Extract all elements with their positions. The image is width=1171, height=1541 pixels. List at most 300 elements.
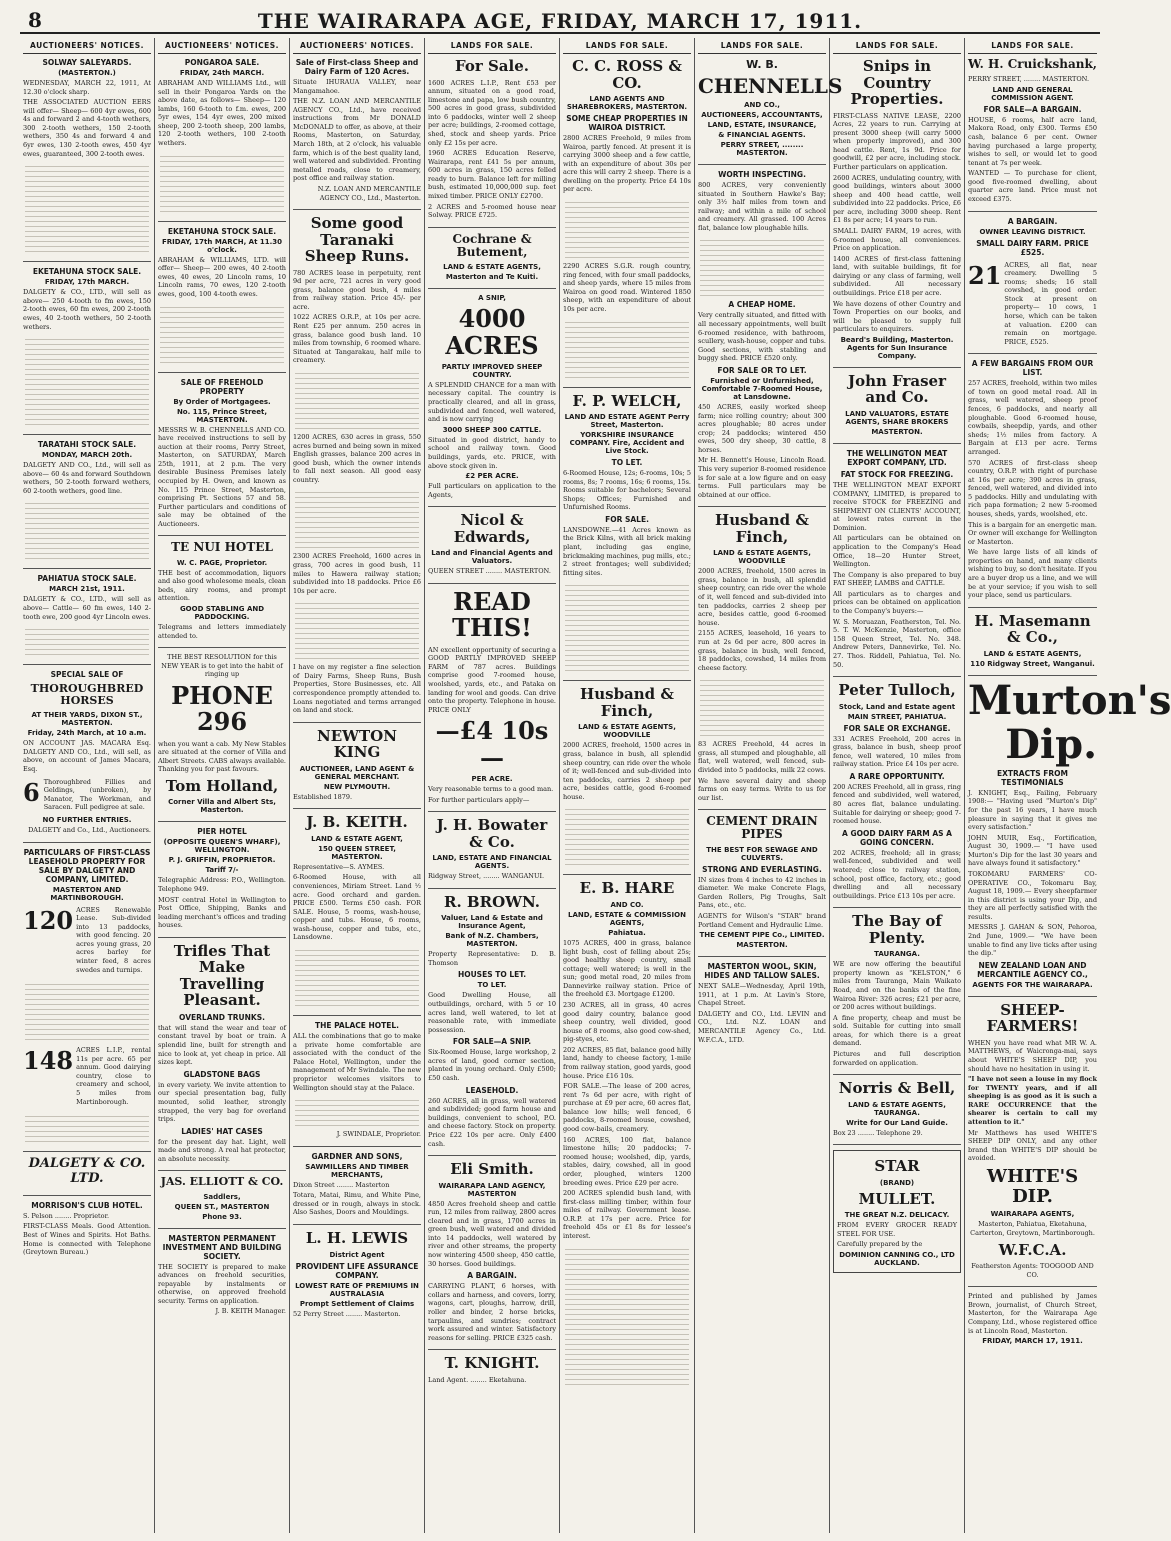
ad-date: MARCH 21st, 1911. [49, 585, 125, 594]
ad-subheading: LADIES' HAT CASES [181, 1126, 263, 1136]
ad-t-knight [428, 1355, 556, 1391]
ad-body: 200 ACRES Freehold, all in grass, ring fenced and subdivided, well watered, 80 acres flat, balance undulating. Suitable for dairying or sheep; good 7-roomed house. [833, 782, 961, 826]
ad-cruickshank [968, 58, 1097, 212]
ad-title: MASTERTON WOOL, SKIN, HIDES AND TALLOW SALES. [704, 962, 820, 981]
ad-body: 2 ACRES and 5-roomed house near Solway. PRICE £725. [428, 202, 556, 220]
ad-subtitle: LAND & ESTATE AGENTS, TAURANGA. [848, 1100, 946, 1117]
ad-body: ABRAHAM AND WILLIAMS Ltd., will sell in their Pongaroa Yards on the above date, as follows— Sheep— 120 lambs, 160 6-tooth to f.m. ewes, 200 5yr ewes, 154 4yr ewes, 200 mixed sheep, 200 2-tooth sheep, 200 lambs, 120 2-tooth wethers, 100 2-tooth wethers. [158, 79, 286, 148]
ad-line: LAND, ESTATE, INSURANCE, [707, 121, 817, 129]
ad-peter-tulloch [833, 682, 961, 908]
ad-headline: WHITE'S DIP. [986, 1165, 1079, 1207]
ad-title: TARATAHI STOCK SALE. [37, 440, 137, 450]
imprint [968, 1292, 1097, 1352]
ad-subtitle: LAND AND ESTATE AGENT Perry Street, Masterton. [564, 413, 690, 430]
ad-note: We have dozens of other Country and Town Properties on our books, and will be pleased to supply full particulars to enquirers. [833, 299, 961, 334]
ad-subtitle: District Agent [329, 1250, 385, 1259]
ad-price: —£4 10s— [435, 716, 549, 772]
ad-headline: Murton's [968, 676, 1171, 724]
ad-body: 260 ACRES, all in grass, well watered and subdivided; good farm house and buildings, convenient to school, P.O. and cheese factory. Stock on property. Price £22 10s per acre. Only £400 cash. [428, 1096, 556, 1148]
column-heading: LANDS FOR SALE. [968, 38, 1097, 54]
ad-headline: Peter Tulloch, [838, 681, 956, 700]
ad-signature: DALGETY and Co., Ltd., Auctioneers. [28, 825, 151, 834]
ad-subtitle: THE GREAT N.Z. DELICACY. [844, 1211, 950, 1220]
ad-eb-hare [563, 880, 691, 1393]
ad-body: that will stand the wear and tear of constant travel by boat or train. A splendid line, built for strength and nice to look at, yet cheap in price. All sizes kept. [158, 1023, 286, 1067]
ad-headline: C. C. ROSS & CO. [572, 57, 682, 92]
ad-subheading: HOUSES TO LET. [457, 970, 527, 980]
column-3 [290, 38, 425, 1533]
text-listing [700, 676, 824, 736]
ad-lot [23, 776, 151, 814]
ad-place: Situate IHURAUA VALLEY, near Mangamahoe. [293, 78, 421, 95]
columns [20, 38, 1171, 1533]
ad-body: 6-Roomed House, 12s; 6-rooms, 10s; 5 rooms, 8s; 7 rooms, 16s; 6 rooms, 15s. Rooms suitable for bachelors; Several Shops; Offices; Furnished and Unfurnished Rooms. [563, 469, 691, 512]
ad-title: A FEW BARGAINS FROM OUR LIST. [971, 359, 1094, 378]
ad-title: PAHIATUA STOCK SALE. [37, 574, 137, 584]
ad-headline: J. B. KEITH. [306, 813, 408, 832]
ad-taranaki-sheep-runs [293, 215, 421, 723]
ad-body: THE ASSOCIATED AUCTION EERS will offer— Sheep— 600 4yr ewes, 600 4s and forward 2 and 4-tooth wethers, 300 2-tooth wethers, 150 2-tooth wethers, 350 4s and forward 4 and 6yr ewes, 130 2-tooth ewes, 450 4yr ewes, guaranteed, 300 2-tooth ewes. [23, 98, 151, 158]
ad-headline: T. KNIGHT. [444, 1354, 540, 1373]
column-5 [560, 38, 695, 1533]
ad-headline: Trifles That Make Travelling Pleasant. [173, 941, 271, 1010]
ad-body: IN sizes from 4 inches to 42 inches in diameter. We make Concrete Flags, Garden Rollers, Pig Troughs, Salt Pans, etc., etc. [698, 875, 826, 910]
logo-text: DALGETY & CO. LTD. [28, 1156, 146, 1186]
ad-body: 2800 ACRES Freehold, 9 miles from Wairoa, partly fenced. At present it is carrying 3000 sheep and a few cattle, with an expenditure of about 30s per acre this will carry 2 sheep. There is a dwelling on the property. Price £4 10s per acre. [563, 134, 691, 194]
ad-lot-number: 148 [23, 1046, 74, 1076]
ad-headline: 4000 ACRES [445, 304, 539, 360]
ad-headline: CHENNELLS [698, 74, 843, 98]
ad-body: when you want a cab. My New Stables are situated at the corner of Villa and Albert Streets. CABS always available. Thanking you for past favours. [158, 739, 286, 774]
ad-title: EKETAHUNA STOCK SALE. [32, 267, 142, 277]
ad-body: 570 ACRES of first-class sheep country, O.R.P. with right of purchase at 16s per acre; 390 acres in grass, fenced, well watered, and divided into 5 paddocks. Hilly and undulating with rich papa formation; 2 new 5-roomed houses, sheds, yards, woolshed, etc. [968, 458, 1097, 518]
ad-address: 150 QUEEN STREET, MASTERTON. [318, 844, 396, 861]
ad-headline: NEWTON KING [317, 726, 397, 762]
ad-headline: JAS. ELLIOTT & CO. [160, 1175, 284, 1189]
ad-subtitle: (OPPOSITE QUEEN'S WHARF), WELLINGTON. [163, 838, 281, 855]
ad-body: A SPLENDID CHANCE for a man with necessary capital. The country is practically cleared, and all in grass, subdivided and fenced, well watered, and is now carrying [428, 380, 556, 424]
ad-body: 160 ACRES, 100 flat, balance limestone hills; 20 paddocks; 7-roomed house; woolshed, dip, yards, stables, dairy, cowshed, all in good order, ploughed, winters 1200 breeding ewes. Price £29 per acre. [563, 1135, 691, 1187]
ad-headline: W.F.C.A. [998, 1240, 1067, 1259]
ad-freehold-property [158, 378, 286, 537]
text-listing [565, 198, 689, 258]
ad-r-brown [428, 894, 556, 1156]
ad-subtitle: TO LET. [477, 981, 507, 990]
ad-body: 2155 ACRES, leasehold, 16 years to run at 2s 6d per acre, 800 acres in grass, balance in bush, well fenced, 18 paddocks, cowshed, 14 miles from cheese factory. [698, 629, 826, 672]
ad-gardner-sons [293, 1152, 421, 1225]
ad-body: Situated in good district, handy to school and railway town. Good buildings, yards, etc. PRICE, with above stock given in. [428, 435, 556, 470]
ad-date: WEDNESDAY, MARCH 22, 1911, At 12.30 o'clock sharp. [23, 79, 151, 96]
ad-place: Pahiatua. [608, 928, 646, 937]
text-listing [25, 162, 149, 252]
ad-place: MASTERTON. [736, 941, 788, 950]
ad-for-sale [428, 58, 556, 228]
ad-jas-elliott [158, 1176, 286, 1228]
ad-wool-sales [698, 962, 826, 1051]
ad-eketahuna-stock-sale [158, 227, 286, 373]
ad-headline: TE NUI HOTEL [171, 540, 273, 555]
ad-name: Tom Holland, [165, 776, 279, 795]
ad-headline: SHEEP-FARMERS! [986, 1000, 1079, 1036]
ad-sheep-farmers [968, 1002, 1097, 1288]
ad-stock: 3000 SHEEP 300 CATTLE. [442, 425, 542, 434]
ad-title: MASTERTON PERMANENT INVESTMENT AND BUILDING SOCIETY. [162, 1233, 282, 1261]
ad-subtitle: Write for Our Land Guide. [846, 1118, 948, 1127]
ad-body: Mr H. Bennett's House, Lincoln Road. This very superior 8-roomed residence is for sale at a low figure and on easy terms. Full particulars may be obtained at our office. [698, 456, 826, 499]
ad-date: MONDAY, MARCH 20th. [41, 451, 133, 460]
ad-subtitle: LAND, ESTATE & COMMISSION AGENTS, [568, 910, 686, 927]
ad-masemann [968, 613, 1097, 676]
ad-title: SOLWAY SALEYARDS. [42, 58, 132, 67]
ad-place: MASTERTON AND MARTINBOROUGH. [50, 885, 124, 902]
ad-company: THE CEMENT PIPE Co., LIMITED. [699, 931, 825, 940]
ad-telegraph: Telegraphic Address: P.O., Wellington. Telephone 949. [158, 876, 286, 894]
ad-subheading: A RARE OPPORTUNITY. [849, 771, 945, 781]
text-listing [565, 581, 689, 671]
ad-wellington-meat [833, 449, 961, 677]
text-listing [160, 303, 284, 363]
ad-body: 1075 ACRES, 400 in grass, balance light bush, cost of felling about 25s; good healthy sheep country, small cottage; well watered; is well in the sun; good metal road, 20 miles from Dannevirke railway station. Price of the freehold £3. Mortgage £1200. [563, 938, 691, 999]
ad-body: 331 ACRES Freehold, 200 acres in grass, balance in bush, sheep proof fence, well watered, 10 miles from railway station. Price £4 10s per acre. [833, 734, 961, 769]
ad-body: MOST central Hotel in Wellington to Post Office, Shipping, Banks and leading merchant's offices and trading houses. [158, 895, 286, 930]
ad-subheading: TO LET. [611, 458, 643, 468]
ad-tariff: Tariff 7/- [205, 866, 239, 875]
ad-body: DALGETY & CO., LTD., will sell as above— 250 4-tooth to fm ewes, 150 2-tooth ewes, 60 fm ewes, 200 2-tooth ewes, 40 2-tooth wethers, 50 2-tooth wethers. [23, 288, 151, 331]
text-listing [25, 1112, 149, 1142]
ad-lot-text: ACRES Renewable Lease. Sub-divided into 13 paddocks, with good fencing. 20 acres young grass, 20 acres barley for winter feed, 8 acres swedes and turnips. [76, 905, 151, 974]
ad-body: 1200 ACRES, 630 acres in grass, 550 acres burned and being sown in mixed English grasses, balance 200 acres in good bush, which the owner intends to fall next season. All good easy country. [293, 432, 421, 484]
ad-price-unit: PER ACRE. [471, 775, 513, 784]
ad-subtitle: LAND AGENTS AND SHAREBROKERS, MASTERTON. [566, 95, 688, 111]
ad-subheading: SOME CHEAP PROPERTIES IN WAIROA DISTRICT. [566, 114, 688, 132]
ad-body: 450 ACRES, easily worked sheep farm; nice rolling country; about 300 acres ploughable; 80 acres under crop; 24 paddocks; wintered 450 ewes, 500 dry sheep, 30 cattle, 8 horses. [698, 402, 826, 454]
ad-price: £2 PER ACRE. [465, 472, 519, 481]
ad-body: J. KNIGHT, Esq., Failing, February 1908:— "Having used "Murton's Dip" for the past 16 years, I have much pleasure in saying that it gives me every satisfaction." [968, 788, 1097, 832]
ad-subtitle: WAIRARAPA AGENTS, [990, 1210, 1075, 1219]
ad-headline: PHONE 296 [171, 680, 273, 737]
ad-body: in every variety. We invite attention to our special presentation bag, fully mounted, solid leather, strongly strapped, the very bag for overland trips. [158, 1080, 286, 1124]
ad-subtitle: LAND & ESTATE AGENT, [311, 834, 403, 843]
ad-body: AN excellent opportunity of securing a GOOD PARTLY IMPROVED SHEEP FARM of 787 acres. Buildings comprise good 7-roomed house, woolshed, yards, etc., and Pataka on landing for wool and goods. Can drive onto the property. Telephone in house. PRICE ONLY [428, 645, 556, 714]
ad-subheading: STRONG AND EVERLASTING. [702, 864, 822, 874]
ad-phone: Phone 93. [202, 1212, 242, 1221]
ad-subheading: FAT STOCK FOR FREEZING. [840, 469, 954, 479]
column-7 [830, 38, 965, 1533]
ad-headline: CEMENT DRAIN PIPES [706, 814, 818, 842]
ad-headline: F. P. WELCH, [572, 391, 682, 410]
ad-address: QUEEN STREET ........ MASTERTON. [428, 567, 551, 576]
ad-places: Masterton, Pahiatua, Eketahuna, Carterton, Greytown, Martinborough. [970, 1220, 1095, 1238]
ad-headline: H. Masemann & Co., [974, 611, 1091, 647]
ad-established: Established 1879. [293, 792, 353, 801]
ad-signature: N.Z. LOAN AND MERCANTILE AGENCY CO., Ltd., Masterton. [317, 184, 421, 202]
column-1 [20, 38, 155, 1533]
ad-body: WE are now offering the beautiful property known as "KELSTON," 6 miles from Tauranga, Main Waikato Road, and on the banks of the fine Wairoa River: 326 acres; £21 per acre, or 200 acres without buildings. [833, 960, 961, 1012]
ad-headline: Eli Smith. [450, 1160, 534, 1179]
ad-building-society [158, 1234, 286, 1323]
column-heading: AUCTIONEERS' NOTICES. [158, 38, 286, 54]
ad-note: For further particulars apply— [428, 795, 530, 804]
text-listing [295, 599, 419, 659]
column-6 [695, 38, 843, 1533]
ad-headline: Some good Taranaki Sheep Runs. [304, 214, 410, 266]
ad-lot-text: ACRES L.I.P., rental 11s per acre. 65 per annum. Good dairying country, close to creamery and school, 5 miles from Martinborough. [76, 1046, 151, 1106]
imprint-text: Printed and published by James Brown, journalist, of Church Street, Masterton, for the Wairarapa Age Company, Ltd., whose registered office is at Lincoln Road, Masterton. [968, 1292, 1097, 1335]
text-listing [565, 805, 689, 865]
ad-title: MORRISON'S CLUB HOTEL. [31, 1200, 143, 1210]
ad-body: for the present day hat. Light, well made and strong. A real hat protector, an absolute necessity. [158, 1137, 286, 1163]
ad-body: DALGETY & CO., LTD., will sell as above— Cattle— 60 fm ewes, 140 2-tooth ewe, 200 good 4yr Lincoln ewes. [23, 595, 151, 621]
ad-body: NEXT SALE—Wednesday, April 19th, 1911, at 1 p.m. At Lavin's Store, Chapel Street. [698, 982, 826, 1008]
page-number: 8 [28, 8, 42, 32]
ad-representative: Property Representative: D. B. Thomson [428, 950, 556, 967]
ad-title: PONGAROA SALE. [184, 58, 260, 67]
ad-headline: Snips in Country Properties. [850, 57, 944, 108]
ad-subtitle: Saddlers, [203, 1192, 241, 1201]
ad-body: ABRAHAM & WILLIAMS, LTD. will offer— Sheep— 200 ewes, 40 2-tooth ewes, 40 ewes, 20 Lincoln rams, 10 Lincoln rams, 70 ewes, 120 2-tooth ewes, good, 100 4-tooth ewes. [158, 255, 286, 298]
ad-newton-king [293, 728, 421, 810]
ad-body: Totara, Matai, Rimu, and White Pine, dressed or in rough, always in stock. Also Sashes, Doors and Mouldings. [293, 1191, 421, 1217]
ad-thoroughbred-horses [23, 670, 151, 842]
ad-note: Full particulars on application to the Agents, [428, 482, 556, 499]
ad-body: 202 ACRES, 85 flat, balance good hilly land, handy to cheese factory, 1-mile from railway station, good yards, good house. Price £16 10s. [563, 1045, 691, 1080]
ad-note: AGENTS for Wilson's "STAR" brand Portland Cement and Hydraulic Lime. [698, 911, 826, 929]
ad-subtitle: THE BEST FOR SEWAGE AND CULVERTS. [706, 845, 818, 862]
ad-place: AT THEIR YARDS, DIXON ST., MASTERTON. [31, 711, 143, 728]
ad-body: 2290 ACRES S.G.R. rough country, ring fenced, with four small paddocks, and sheep yards, where 15 miles from Wairoa on good road. Wintered 1850 sheep, with an expenditure of about 10s per acre. [563, 262, 691, 313]
ad-taratahi-stock-sale [23, 440, 151, 569]
ad-body: 1022 ACRES O.R.P., at 10s per acre. Rent £25 per annum. 250 acres in grass, balance good bush land. 10 miles from township, 6 roomed whare. Situated at Tangarakau, half mile to creamery. [293, 313, 421, 365]
ad-signature: DALGETY and CO., Ltd. LEVIN and CO., Ltd. N.Z. LOAN and MERCANTILE Agency Co., Ltd. W.F.C.A., LTD. [698, 1009, 826, 1044]
ad-address: Ridgway Street, ........ WANGANUI. [428, 872, 545, 881]
ad-headline: Husband & Finch, [715, 511, 809, 546]
ad-pongaroa-sale [158, 58, 286, 222]
ad-body: A fine property, cheap and must be sold. Suitable for cutting into small areas, for which there is a great demand. [833, 1013, 961, 1048]
ad-subheading: FOR SALE—A SNIP. [452, 1037, 532, 1047]
ad-headline: THOROUGHBRED HORSES [30, 682, 144, 708]
ad-footer: NO FURTHER ENTRIES. [42, 815, 132, 824]
ad-lead: A SNIP, [478, 294, 506, 303]
ad-place: NEW PLYMOUTH. [323, 782, 391, 791]
ad-title: EKETAHUNA STOCK SALE. [167, 226, 277, 236]
ad-body: THE best of accommodation, liquors and also good wholesome meals, clean beds, airy rooms, and prompt attention. [158, 568, 286, 603]
ad-address: No. 115, Prince Street, MASTERTON. [176, 407, 268, 424]
ad-subtitle: LAND & ESTATE AGENTS, [983, 649, 1082, 658]
column-heading: LANDS FOR SALE. [563, 38, 691, 54]
ad-palace-hotel [293, 1021, 421, 1147]
ad-subtitle: Valuer, Land & Estate and Insurance Agent, [441, 914, 543, 931]
ad-headline: READ THIS! [452, 586, 532, 643]
ad-subtitle: (BRAND) [879, 1178, 915, 1187]
ad-body: 2600 ACRES, undulating country, with good buildings, winters about 3000 sheep and 400 head cattle, well subdivided into 22 paddocks. Price, £6 per acre, including 3000 sheep. Rent £1 8s per acre; 14 years to run. [833, 173, 961, 225]
ad-lead: W. B. [746, 58, 778, 71]
dalgety-logo [23, 1157, 151, 1196]
ad-subtitle: LAND AND GENERAL COMMISSION AGENT. [991, 85, 1074, 102]
ad-headline: J. H. Bowater & Co. [436, 816, 548, 851]
ad-body: FIRST-CLASS NATIVE LEASE, 2200 Acres, 22 years to run. Carrying at present 3000 sheep (will carry 5000 when properly improved), and 300 head cattle. Rent, 1s 9d. Price for goodwill, £2 per acre, including stock. Further particulars on application. [833, 111, 961, 171]
ad-title: Sale of First-class Sheep and Dairy Farm of 120 Acres. [295, 58, 419, 76]
ad-read-this [428, 586, 556, 812]
ad-lot-text: Thoroughbred Fillies and Geldings, (unbroken), by Manator, The Workman, and Saracen. Full pedigree at sale. [43, 777, 151, 812]
ad-husband-finch-2 [698, 512, 826, 810]
ad-headline: L. H. LEWIS [305, 1229, 409, 1247]
ad-bowater [428, 817, 556, 889]
ad-worth-inspecting [698, 170, 826, 507]
text-listing [160, 152, 284, 212]
ad-subheading: WORTH INSPECTING. [718, 170, 806, 179]
text-listing [25, 335, 149, 425]
ad-body: 2000 ACRES, freehold, 1500 acres in grass, balance in bush, all splendid sheep country, can ride over the whole of it, well fenced and sub-divided into ten paddocks, carries 2 sheep per acre, besides cattle, good 6-roomed house. [698, 567, 826, 627]
ad-subtitle: YORKSHIRE INSURANCE COMPANY. Fire, Accident and Live Stock. [569, 431, 685, 456]
ad-note: Carefully prepared by the [837, 1240, 923, 1249]
ad-signature: Beard's Building, Masterton. Agents for Sun Insurance Company. [840, 335, 954, 360]
ad-body: The Company is also prepared to buy FAT SHEEP, LAMBS and CATTLE. [833, 570, 961, 588]
ad-lot-number: 6 [23, 777, 40, 807]
ad-cement-pipes [698, 815, 826, 957]
ad-headline: The Bay of Plenty. [852, 912, 942, 947]
ad-body: MESSRS W. B. CHENNELLS AND CO. have received instructions to sell by auction at their rooms, Perry Street, Masterton, on SATURDAY, March 25th, 1911, at 2 p.m. The very desirable Business Premises lately occupied by H. Owen, and known as No. 115 Prince Street, Masterton, comprising Pt. Sections 57 and 58. Further particulars and conditions of sale may be obtained of the Auctioneers. [158, 425, 286, 528]
newspaper-title: THE WAIRARAPA AGE, FRIDAY, MARCH 17, 1911. [257, 9, 863, 33]
ad-subheading: A CHEAP HOME. [728, 300, 796, 310]
ad-title: SALE OF FREEHOLD PROPERTY [180, 377, 264, 396]
ad-title: GARDNER AND SONS, [311, 1151, 403, 1161]
ad-headline: E. B. HARE [579, 879, 675, 898]
text-listing [295, 369, 419, 429]
text-listing [295, 946, 419, 1006]
ad-buyers: W. S. Moruazan, Featherston, Tel. No. 5. T. W. McKenzie, Masterton, office 158 Queen Street, Tel. No. 348. Andrew Peters, Dannevirke, Tel. No. 27. Thos. Riddell, Pahiatua, Tel. No. 50. [833, 617, 961, 669]
column-heading: LANDS FOR SALE. [428, 38, 556, 54]
ad-body: 780 ACRES lease in perpetuity, rent 9d per acre, 721 acres in very good grass, balance good bush, 4 miles from railway station. Price 45/- per acre. [293, 268, 421, 311]
ad-pahiatua-stock-sale [23, 574, 151, 665]
ad-body: ON ACCOUNT JAS. MACARA Esq. DALGETY AND CO., Ltd., will sell, as above, on account of James Macara, Esq. [23, 739, 151, 774]
ad-body: THE N.Z. LOAN AND MERCANTILE AGENCY CO., Ltd., have received instructions from Mr DONALD McDONALD to offer, as above, at their Rooms, Masterton, on Saturday, March 18th, at 2 o'clock, his valuable farm, which is of the best quality land, well watered and subdivided. Fronting metalled roads, close to creamery, post office and railway station. [293, 97, 421, 183]
ad-subheading: FOR SALE. [605, 514, 649, 524]
ad-norris-bell [833, 1080, 961, 1145]
ad-address: Masterton and Te Kuiti. [445, 273, 539, 282]
ad-body: JOHN MUIR, Esq., Fortification, August 30, 1909.— "I have used Murton's Dip for the last 30 years and have always found it satisfactory." [968, 833, 1097, 868]
ad-title: SPECIAL SALE OF [50, 670, 124, 680]
ad-body: All particulars can be obtained on application to the Company's Head Office, 18—20 Hunter Street, Wellington. [833, 534, 961, 569]
ad-headline: John Fraser and Co. [847, 371, 947, 407]
ad-pier-hotel [158, 827, 286, 937]
ad-lot [968, 259, 1097, 349]
ad-subtitle: AUCTIONEER, LAND AGENT & GENERAL MERCHANT. [299, 764, 415, 781]
ad-body: 1960 ACRES Education Reserve, Wairarapa, rent £41 5s per annum, 600 acres in grass, 150 acres felled ready to burn. Balance left for milling bush, estimated 10,000,000 sup. feet mixed timber. PRICE ONLY £2700. [428, 149, 556, 201]
ad-bay-of-plenty [833, 913, 961, 1075]
text-listing [25, 980, 149, 1040]
ad-signature: J. B. KEITH Manager. [215, 1307, 286, 1316]
ad-dairy-farm-sale [293, 58, 421, 210]
ad-eli-smith [428, 1161, 556, 1350]
ad-travelling-trifles [158, 943, 286, 1172]
ad-subheading: SMALL DAIRY FARM. PRICE £525. [976, 238, 1089, 257]
ad-headline: W. H. Cruickshank, [968, 57, 1097, 71]
ad-address: 52 Perry Street ........ Masterton. [293, 1309, 401, 1318]
ad-subtitle: PARTLY IMPROVED SHEEP COUNTRY. [441, 362, 543, 379]
ad-body: 257 ACRES, freehold, within two miles of town on good metal road. All in grass, well watered, sheep proof fences, 6 paddocks, and nearly all ploughable. Good 6-roomed house, cowbails, sheepdip, yards, and other sheds; 1½ miles from factory. A Bargain at £13 per acre. Terms arranged. [968, 379, 1097, 456]
ad-body: MESSRS J. GAHAN & SON, Pehoroa, 2nd June, 1909.— "We have been unable to find any live ticks after using the dip." [968, 923, 1097, 958]
ad-line: PERRY STREET, ........ MASTERTON. [720, 141, 804, 157]
ad-subtitle: LAND, ESTATE AND FINANCIAL AGENTS. [432, 854, 552, 871]
ad-star-mullet [833, 1150, 961, 1282]
ad-representative: Representative—S. AYMES. [293, 862, 385, 871]
ad-body: Very centrally situated, and fitted with all necessary appointments, well built 6-roomed residence, with bathroom, scullery, wash-house, copper and tubs. Good sections, with stabling and buggy shed. PRICE £520 only. [698, 311, 826, 363]
ad-body: 83 ACRES Freehold, 44 acres in grass, all stumped and ploughable, all flat, well watered, well fenced, sub-divided into 5 paddocks, milk 22 cows. [698, 740, 826, 774]
ad-body: THE WELLINGTON MEAT EXPORT COMPANY, LIMITED, is prepared to receive STOCK for FREEZING and SHIPMENT ON CLIENTS' ACCOUNT, at lowest rates current in the Dominion. [833, 480, 961, 532]
ad-body: LANSDOWNE.—41 Acres known as the Brick Kilns, with all brick making plant, including gas engine, brickmaking machines, pug mills, etc.; 2 street frontages; well subdivided; fitting sites. [563, 525, 691, 577]
ad-subtitle: Land and Financial Agents and Valuators. [431, 549, 553, 566]
ad-address: WAIRARAPA LAND AGENCY, MASTERTON [438, 1181, 546, 1198]
ad-title: PARTICULARS OF FIRST-CLASS LEASEHOLD PROPERTY FOR SALE BY DALGETY AND COMPANY, LIMITED. [23, 847, 151, 884]
ad-subheading: PROVIDENT LIFE ASSURANCE COMPANY. [295, 1261, 419, 1280]
ad-body: LOWEST RATE OF PREMIUMS IN AUSTRALASIA [295, 1281, 419, 1298]
ad-note: Telegrams and letters immediately attended to. [158, 622, 286, 640]
ad-body: THE SOCIETY is prepared to make advances on freehold securities, repayable by instalments or otherwise, on approved freehold security. Terms on application. [158, 1262, 286, 1305]
ad-body: Six-Roomed House, large workshop, 2 acres of land, good corner section, planted in young orchard. Only £500; £50 cash. [428, 1048, 556, 1083]
ad-jb-keith [293, 814, 421, 1016]
ad-subheading: FOR SALE OR EXCHANGE. [843, 723, 951, 733]
ad-body: All particulars as to charges and prices can be obtained on application to the Company's buyers:— [833, 589, 961, 616]
ad-signature: J. SWINDALE, Proprietor. [336, 1130, 421, 1139]
ad-headline: Dip. [1005, 720, 1097, 768]
ad-lot-number: 21 [968, 260, 1002, 290]
ad-box [833, 1150, 961, 1273]
ad-company: DOMINION CANNING CO., LTD AUCKLAND. [839, 1251, 955, 1268]
text-listing [295, 1096, 419, 1126]
ad-contact: Box 23 ........ Telephone 29. [833, 1128, 923, 1137]
ad-john-fraser [833, 373, 961, 444]
ad-note: Pictures and full description forwarded on application. [833, 1050, 961, 1067]
ad-headline: MULLET. [858, 1189, 936, 1208]
ad-body: ALL the combinations that go to make a private home comfortable are associated with the conduct of the Palace Hotel, Wellington, under the management of Mr Swindale. The new proprietor welcomes visitors to Wellington should stay at the Palace. [293, 1032, 421, 1092]
ad-subheading: OVERLAND TRUNKS. [179, 1012, 265, 1022]
ad-line: & FINANCIAL AGENTS. [718, 131, 806, 139]
text-listing [700, 236, 824, 296]
ad-subtitle: AND CO. [610, 900, 644, 909]
ad-subtitle: By Order of Mortgagees. [173, 397, 271, 406]
ad-date: Friday, 24th March, at 10 a.m. [27, 729, 147, 738]
ad-proprietor: W. C. PAGE, Proprietor. [176, 558, 268, 567]
ad-address: Dixon Street ........ Masterton [293, 1180, 390, 1189]
ad-line: Prompt Settlement of Claims [299, 1299, 415, 1308]
ad-body: 800 ACRES, very conveniently situated in Southern Hawke's Bay; only 3½ half miles from town and railway; and within a mile of school and creamery. All grassed. 100 Acres flat, balance low ploughable hills. [698, 181, 826, 232]
masthead [20, 6, 1100, 34]
ad-date: FRIDAY, 17th MARCH. [44, 278, 130, 287]
ad-body: Mr Matthews has used WHITE'S SHEEP DIP ONLY, and any other brand than WHITE'S DIP should be avoided. [968, 1128, 1097, 1163]
ad-body: WANTED — To purchase for client, good five-roomed dwelling, about quarter acre land. Price must not exceed £375. [968, 169, 1097, 203]
ad-subheading: FOR SALE OR TO LET. [717, 365, 807, 375]
ad-subheading: A BARGAIN. [467, 1271, 517, 1281]
ad-body: 2300 ACRES Freehold, 1600 acres in grass, 700 acres in good bush, 11 miles to Hawera railway station; subdivided into 18 paddocks. Price £6 10s per acre. [293, 552, 421, 595]
ad-nicol-edwards [428, 512, 556, 584]
ad-cochrane-butement [428, 233, 556, 289]
ad-body: FOR SALE.—The lease of 200 acres, rent 7s 6d per acre, with right of purchase at £9 per acre, 60 acres flat, balance low hills; well fenced, 6 paddocks, 8-roomed house, cowshed, good cow-bails, creamery. [563, 1082, 691, 1134]
ad-address: 110 Ridgway Street, Wanganui. [970, 659, 1095, 668]
ad-note: Very reasonable terms to a good man. [428, 785, 554, 794]
ad-subheading: GLADSTONE BAGS [183, 1069, 261, 1079]
imprint-date: FRIDAY, MARCH 17, 1911. [982, 1337, 1083, 1346]
ad-place: (MASTERTON.) [58, 69, 116, 77]
ad-body: SMALL DAIRY FARM, 19 acres, with 6-roomed house, all conveniences. Price on application. [833, 227, 961, 253]
ad-body: HOUSE, 6 rooms, half acre land, Makora Road, only £300. Terms £50 cash, balance 6 per cent. Owner having purchased a large property, wishes to sell, or would let to good tenant at 7s per week. [968, 115, 1097, 167]
ad-subtitle: SAWMILLERS AND TIMBER MERCHANTS, [305, 1162, 409, 1179]
ad-subtitle: LAND & ESTATE AGENTS, [443, 263, 541, 272]
ad-headline: Cochrane & Butement, [452, 231, 532, 259]
ad-quote: "I have not seen a louse in my flock for TWENTY years, and if all sheeping is as good as it is such a RARE OCCURRENCE that the shearer is certain to call my attention to it." [968, 1075, 1098, 1126]
ad-place: MASTERTON. [871, 427, 923, 436]
ad-morrisons-hotel [23, 1201, 151, 1264]
ad-subheading: EXTRACTS FROM TESTIMONIALS [997, 768, 1068, 787]
